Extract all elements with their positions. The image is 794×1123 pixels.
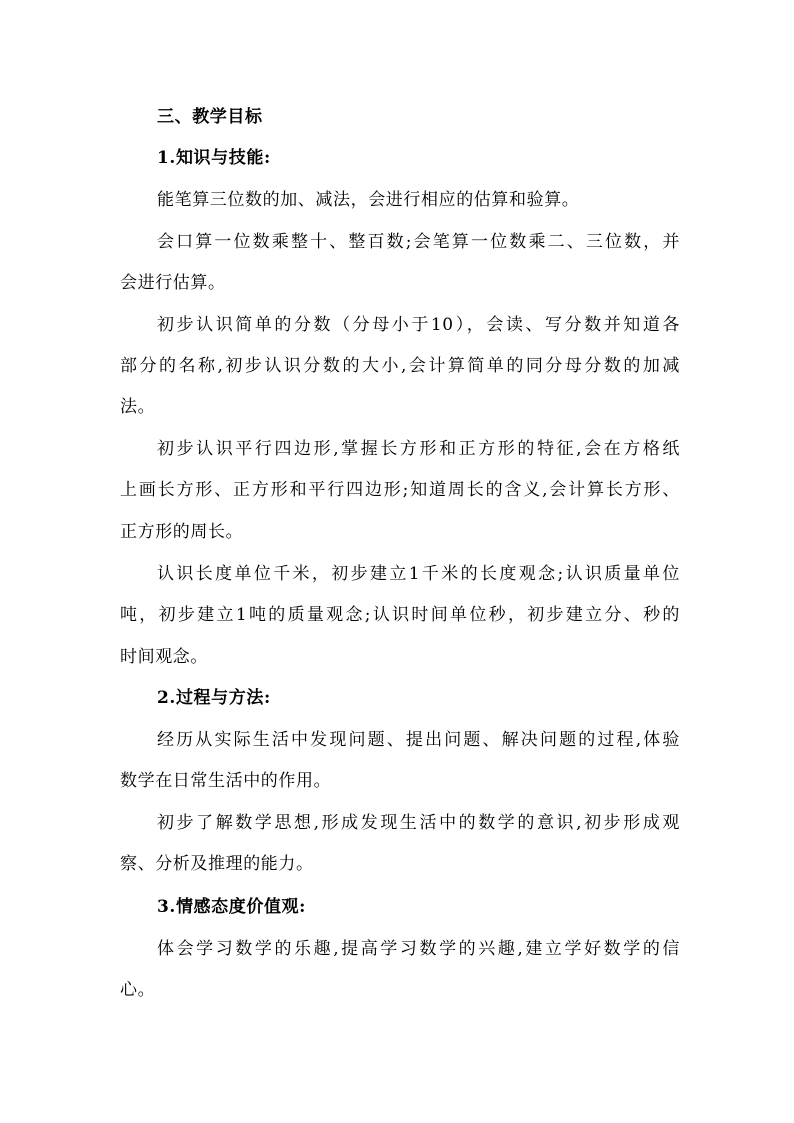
paragraph-line: 数学在日常生活中的作用。 xyxy=(120,771,332,791)
process-methods-heading: 2.过程与方法: xyxy=(157,688,271,708)
knowledge-skills-heading: 1.知识与技能: xyxy=(157,148,271,168)
paragraph-line: 初步认识简单的分数（分母小于10），会读、写分数并知道各 xyxy=(157,315,680,335)
paragraph-line: 经历从实际生活中发现问题、提出问题、解决问题的过程,体验 xyxy=(157,730,680,750)
paragraph-line: 吨，初步建立1吨的质量观念;认识时间单位秒，初步建立分、秒的 xyxy=(120,605,680,625)
paragraph-line: 上画长方形、正方形和平行四边形;知道周长的含义,会计算长方形、 xyxy=(120,480,680,500)
paragraph-line: 部分的名称,初步认识分数的大小,会计算简单的同分母分数的加减 xyxy=(120,356,680,376)
paragraph-line: 初步认识平行四边形,掌握长方形和正方形的特征,会在方格纸 xyxy=(157,439,680,459)
paragraph-line: 体会学习数学的乐趣,提高学习数学的兴趣,建立学好数学的信 xyxy=(157,939,680,959)
paragraph-line: 能笔算三位数的加、减法，会进行相应的估算和验算。 xyxy=(157,190,580,210)
paragraph-line: 会口算一位数乘整十、整百数;会笔算一位数乘二、三位数，并 xyxy=(157,232,680,252)
paragraph-line: 察、分析及推理的能力。 xyxy=(120,854,314,874)
paragraph-line: 心。 xyxy=(120,980,156,1000)
paragraph-line: 法。 xyxy=(120,397,156,417)
paragraph-line: 正方形的周长。 xyxy=(120,522,244,542)
section-title: 三、教学目标 xyxy=(157,107,263,127)
emotion-values-heading: 3.情感态度价值观: xyxy=(157,897,307,917)
paragraph-line: 认识长度单位千米，初步建立1千米的长度观念;认识质量单位 xyxy=(157,564,680,584)
paragraph-line: 初步了解数学思想,形成发现生活中的数学的意识,初步形成观 xyxy=(157,813,680,833)
paragraph-line: 时间观念。 xyxy=(120,647,208,667)
paragraph-line: 会进行估算。 xyxy=(120,273,226,293)
